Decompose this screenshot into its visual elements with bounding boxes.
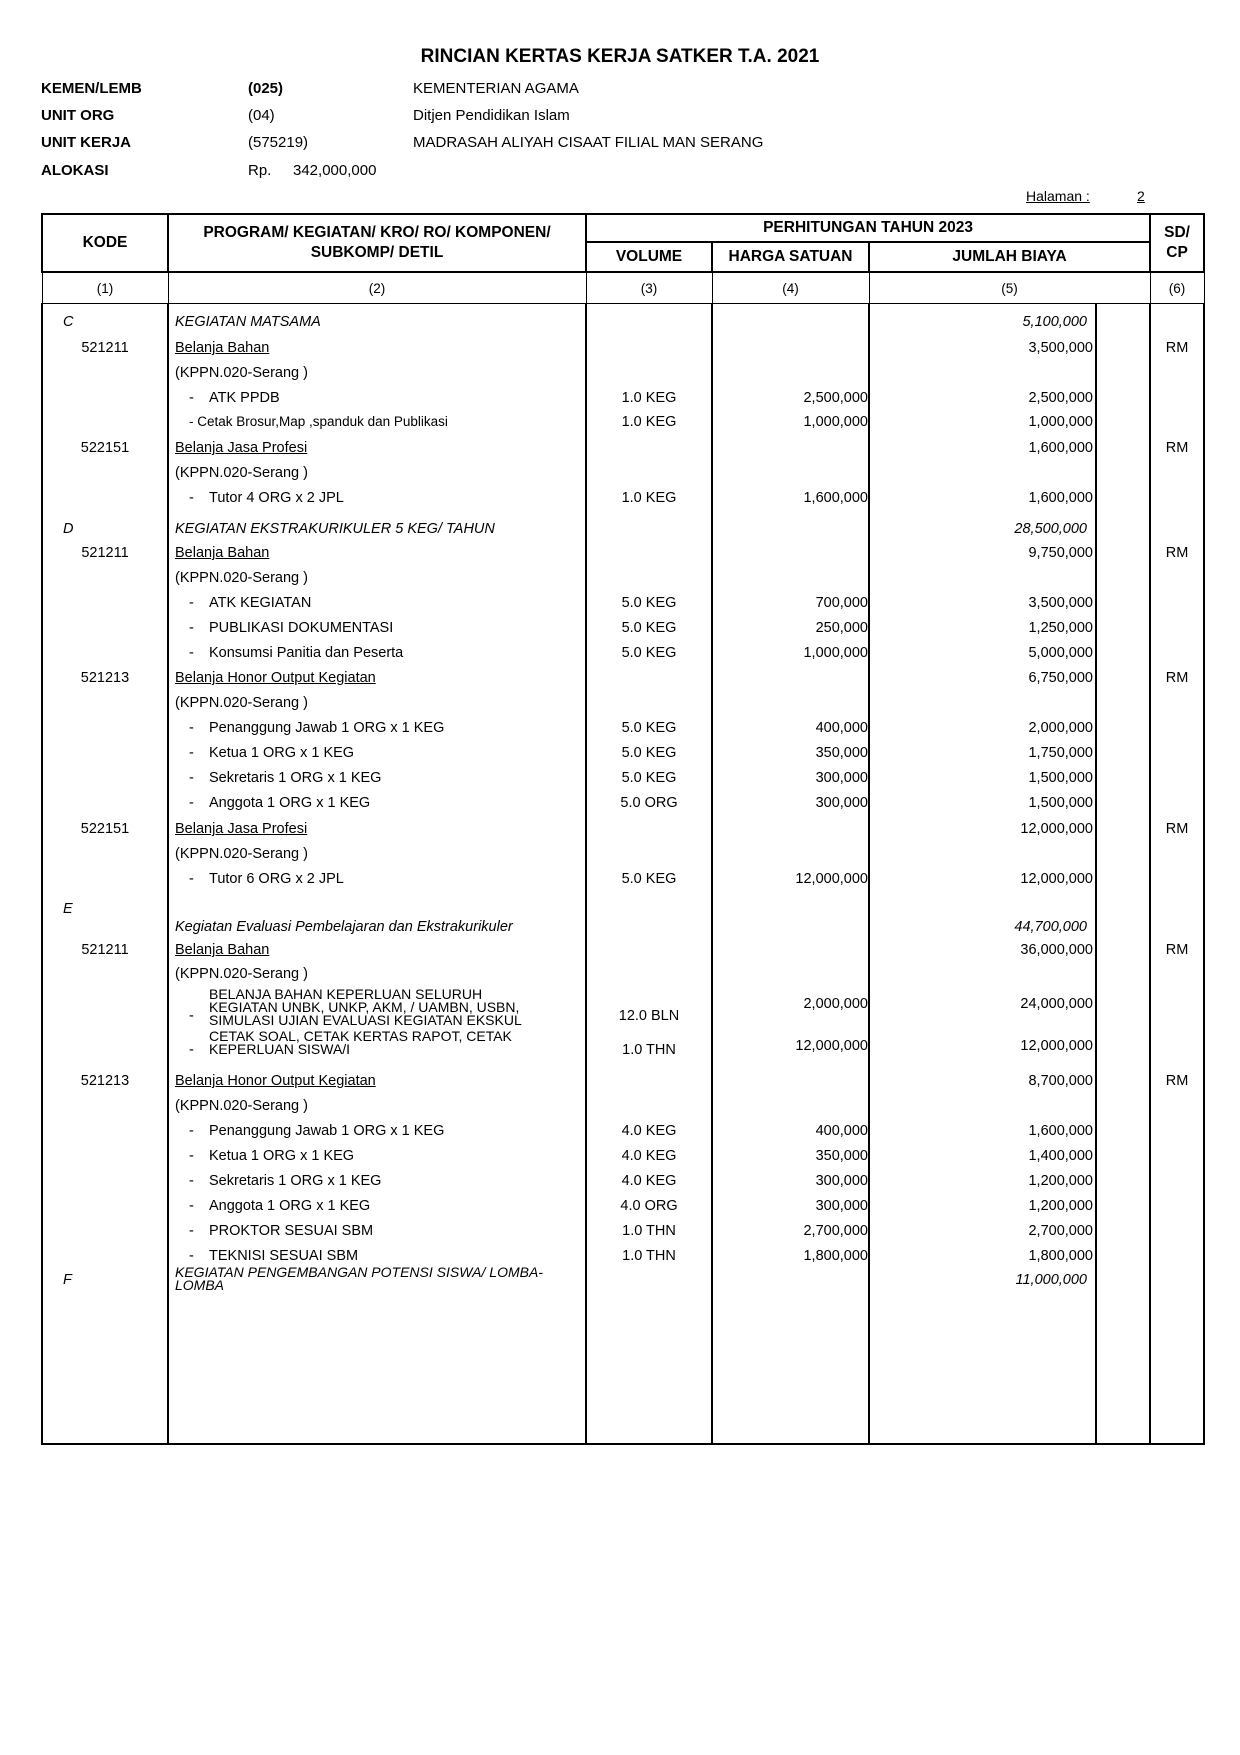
row-kode: D [63,521,74,537]
row-harga: 1,000,000 [803,645,868,661]
row-jumlah: 11,000,000 [1015,1272,1087,1288]
row-jumlah: 1,600,000 [1028,490,1093,506]
akun-title [169,670,585,686]
header-kode: KODE [42,214,168,272]
row-harga: 2,700,000 [803,1223,868,1239]
row-volume: 1.0 THN [622,1042,676,1058]
kemen-code: (025) [248,80,284,97]
detil-bullet: - [189,770,194,786]
detil-item: Ketua 1 ORG x 1 KEG [209,745,355,761]
kemen-label: KEMEN/LEMB [41,80,142,97]
row-harga: 2,000,000 [803,996,868,1012]
row-jumlah: 2,700,000 [1028,1223,1093,1239]
col-number: (3) [586,272,712,304]
row-jumlah: 5,100,000 [1022,314,1087,330]
row-kode: 521211 [81,340,129,356]
row-volume: 4.0 KEG [621,1123,677,1139]
detil-bullet: - [189,490,194,506]
row-jumlah: 1,500,000 [1028,795,1093,811]
row-volume: 4.0 KEG [621,1173,677,1189]
document-title: RINCIAN KERTAS KERJA SATKER T.A. 2021 [420,46,820,67]
row-sdcp: RM [1165,670,1189,686]
row-kode: 521213 [80,670,130,686]
row-harga: 300,000 [815,1173,868,1189]
detil-item: ATK PPDB [209,390,280,406]
detil-item: ATK KEGIATAN [209,595,312,611]
detil-bullet: - [189,620,194,636]
row-volume: 1.0 KEG [621,414,677,430]
row-volume: 1.0 THN [622,1248,676,1264]
row-jumlah: 3,500,000 [1028,340,1093,356]
budget-table [41,213,1205,1445]
row-kode: F [63,1272,72,1288]
row-jumlah: 6,750,000 [1028,670,1093,686]
akun-label: Belanja Honor Output Kegiatan [175,1073,376,1089]
row-volume: 5.0 KEG [621,620,677,636]
akun-label: Belanja Jasa Profesi [175,821,308,837]
akun-title [169,1073,585,1089]
halaman-label: Halaman : [1026,188,1090,204]
row-jumlah: 1,600,000 [1028,440,1093,456]
row-harga: 1,800,000 [803,1248,868,1264]
row-jumlah: 1,200,000 [1028,1198,1093,1214]
header-harga: HARGA SATUAN [712,242,869,272]
row-jumlah: 8,700,000 [1028,1073,1093,1089]
kppn-label: (KPPN.020-Serang ) [175,695,308,711]
row-harga: 300,000 [815,795,868,811]
row-sdcp: RM [1165,1073,1189,1089]
row-harga: 1,000,000 [803,414,868,430]
row-kode: E [63,901,73,917]
detil-bullet: - [189,1248,194,1264]
akun-title [169,340,585,356]
detil-item: - Cetak Brosur,Map ,spanduk dan Publikasi [189,414,448,429]
header-sdcp: SD/ CP [1150,214,1204,272]
spacer-column [1096,304,1150,1445]
row-jumlah: 24,000,000 [1020,996,1093,1012]
row-jumlah: 44,700,000 [1014,919,1087,935]
akun-label: Belanja Honor Output Kegiatan [175,670,376,686]
row-volume: 5.0 KEG [621,720,677,736]
row-harga: 12,000,000 [795,1038,868,1054]
row-kode: 521211 [81,545,129,561]
row-volume: 5.0 ORG [620,795,678,811]
alokasi-amount: 342,000,000 [293,162,377,179]
row-jumlah: 1,400,000 [1028,1148,1093,1164]
detil-bullet: - [189,595,194,611]
row-harga: 300,000 [815,1198,868,1214]
unit-kerja-label: UNIT KERJA [41,134,132,151]
row-sdcp: RM [1165,440,1189,456]
detil-item: Anggota 1 ORG x 1 KEG [209,795,371,811]
kppn-label: (KPPN.020-Serang ) [175,465,308,481]
row-harga: 350,000 [815,1148,868,1164]
detil-bullet: - [189,1008,194,1024]
akun-title [169,545,585,561]
row-jumlah: 1,200,000 [1028,1173,1093,1189]
detil-bullet: - [189,1173,194,1189]
unit-org-label: UNIT ORG [41,107,115,124]
row-harga: 400,000 [815,1123,868,1139]
row-kode: 521211 [81,942,129,958]
detil-item: PROKTOR SESUAI SBM [209,1223,374,1239]
row-kode: 521213 [80,1073,130,1089]
row-harga: 1,600,000 [803,490,868,506]
harga-column [712,304,869,1445]
detil-bullet: - [189,871,194,887]
detil-item: Konsumsi Panitia dan Peserta [209,645,404,661]
header-jumlah: JUMLAH BIAYA [869,242,1150,272]
detil-item: Tutor 6 ORG x 2 JPL [209,871,344,887]
akun-label: Belanja Bahan [175,545,270,561]
detil-bullet: - [189,795,194,811]
detil-bullet: - [189,1148,194,1164]
volume-column [586,304,712,1445]
detil-item: TEKNISI SESUAI SBM [209,1248,359,1264]
detil-bullet: - [189,1223,194,1239]
kppn-label: (KPPN.020-Serang ) [175,846,308,862]
detil-bullet: - [189,745,194,761]
detil-item: Penanggung Jawab 1 ORG x 1 KEG [209,720,445,736]
detil-bullet: - [189,1198,194,1214]
detil-item: Anggota 1 ORG x 1 KEG [209,1198,371,1214]
row-jumlah: 1,600,000 [1028,1123,1093,1139]
detil-bullet: - [189,720,194,736]
alokasi-label: ALOKASI [41,162,109,179]
unit-org-name: Ditjen Pendidikan Islam [413,107,570,124]
kemen-name: KEMENTERIAN AGAMA [413,80,579,97]
akun-title [169,821,585,837]
row-volume: 4.0 ORG [620,1198,678,1214]
row-harga: 700,000 [815,595,868,611]
akun-label: Belanja Bahan [175,942,270,958]
detil-item: Penanggung Jawab 1 ORG x 1 KEG [209,1123,445,1139]
header-program: PROGRAM/ KEGIATAN/ KRO/ RO/ KOMPONEN/ SUBKOMP/ DETIL [168,214,586,272]
row-kode: 522151 [80,821,130,837]
detil-bullet: - [189,1123,194,1139]
row-jumlah: 12,000,000 [1020,1038,1093,1054]
detil-bullet: - [189,1042,194,1058]
row-jumlah: 5,000,000 [1028,645,1093,661]
kegiatan-title: Kegiatan Evaluasi Pembelajaran dan Ekstrakurikuler [175,919,513,935]
unit-kerja-name: MADRASAH ALIYAH CISAAT FILIAL MAN SERANG [413,134,764,151]
akun-label: Belanja Jasa Profesi [175,440,308,456]
row-jumlah: 9,750,000 [1028,545,1093,561]
row-sdcp: RM [1165,821,1189,837]
row-volume: 1.0 KEG [621,490,677,506]
detil-bullet: - [189,390,194,406]
header-volume: VOLUME [586,242,712,272]
detil-item: Sekretaris 1 ORG x 1 KEG [209,770,382,786]
row-jumlah: 12,000,000 [1020,821,1093,837]
row-jumlah: 1,250,000 [1028,620,1093,636]
row-volume: 5.0 KEG [621,745,677,761]
col-number: (6) [1150,272,1204,304]
row-jumlah: 1,750,000 [1028,745,1093,761]
row-jumlah: 28,500,000 [1014,521,1087,537]
row-kode: C [63,314,74,330]
row-harga: 350,000 [815,745,868,761]
kegiatan-title: KEGIATAN PENGEMBANGAN POTENSI SISWA/ LOMBA-LOMBA [175,1264,543,1293]
row-harga: 2,500,000 [803,390,868,406]
program-column [168,304,586,1445]
detil-item: PUBLIKASI DOKUMENTASI [209,620,394,636]
row-harga: 300,000 [815,770,868,786]
alokasi-currency: Rp. [248,162,272,179]
kode-column [42,304,168,1445]
row-volume: 4.0 KEG [621,1148,677,1164]
unit-kerja-code: (575219) [248,134,309,151]
col-number: (2) [168,272,586,304]
kppn-label: (KPPN.020-Serang ) [175,365,308,381]
kppn-label: (KPPN.020-Serang ) [175,966,308,982]
row-volume: 5.0 KEG [621,595,677,611]
row-jumlah: 1,000,000 [1028,414,1093,430]
row-jumlah: 1,800,000 [1028,1248,1093,1264]
row-sdcp: RM [1165,340,1189,356]
row-sdcp: RM [1165,942,1189,958]
row-harga: 12,000,000 [795,871,868,887]
detil-item: Ketua 1 ORG x 1 KEG [209,1148,355,1164]
col-number: (1) [42,272,168,304]
detil-item: Tutor 4 ORG x 2 JPL [209,490,344,506]
detil-item: BELANJA BAHAN KEPERLUAN SELURUH KEGIATAN UNBK, UNKP, AKM, / UAMBN, USBN, SIMULASI UJIAN EVALUASI KEGIATAN EKSKUL [209,988,522,1027]
row-kode: 522151 [80,440,130,456]
row-harga: 400,000 [815,720,868,736]
row-volume: 1.0 KEG [621,390,677,406]
kppn-label: (KPPN.020-Serang ) [175,570,308,586]
header-perhitungan: PERHITUNGAN TAHUN 2023 [586,214,1150,242]
row-volume: 1.0 THN [622,1223,676,1239]
row-volume: 5.0 KEG [621,645,677,661]
detil-item: CETAK SOAL, CETAK KERTAS RAPOT, CETAK KEPERLUAN SISWA/I [209,1030,512,1057]
kegiatan-title: KEGIATAN MATSAMA [175,314,321,330]
row-jumlah: 2,000,000 [1028,720,1093,736]
detil-bullet: - [189,645,194,661]
row-jumlah: 1,500,000 [1028,770,1093,786]
kegiatan-title: KEGIATAN EKSTRAKURIKULER 5 KEG/ TAHUN [175,521,495,537]
jumlah-column [869,304,1096,1445]
col-number: (4) [712,272,869,304]
sdcp-column [1150,304,1204,1445]
row-volume: 5.0 KEG [621,871,677,887]
unit-org-code: (04) [248,107,275,124]
row-volume: 5.0 KEG [621,770,677,786]
row-volume: 12.0 BLN [618,1008,680,1024]
akun-title [169,942,585,958]
row-jumlah: 36,000,000 [1020,942,1093,958]
row-jumlah: 2,500,000 [1028,390,1093,406]
row-sdcp: RM [1165,545,1189,561]
akun-title [169,440,585,456]
row-jumlah: 12,000,000 [1020,871,1093,887]
row-harga: 250,000 [815,620,868,636]
row-jumlah: 3,500,000 [1028,595,1093,611]
detil-item: Sekretaris 1 ORG x 1 KEG [209,1173,382,1189]
kppn-label: (KPPN.020-Serang ) [175,1098,308,1114]
col-number: (5) [869,272,1150,304]
halaman-value: 2 [1137,188,1145,204]
akun-label: Belanja Bahan [175,340,270,356]
